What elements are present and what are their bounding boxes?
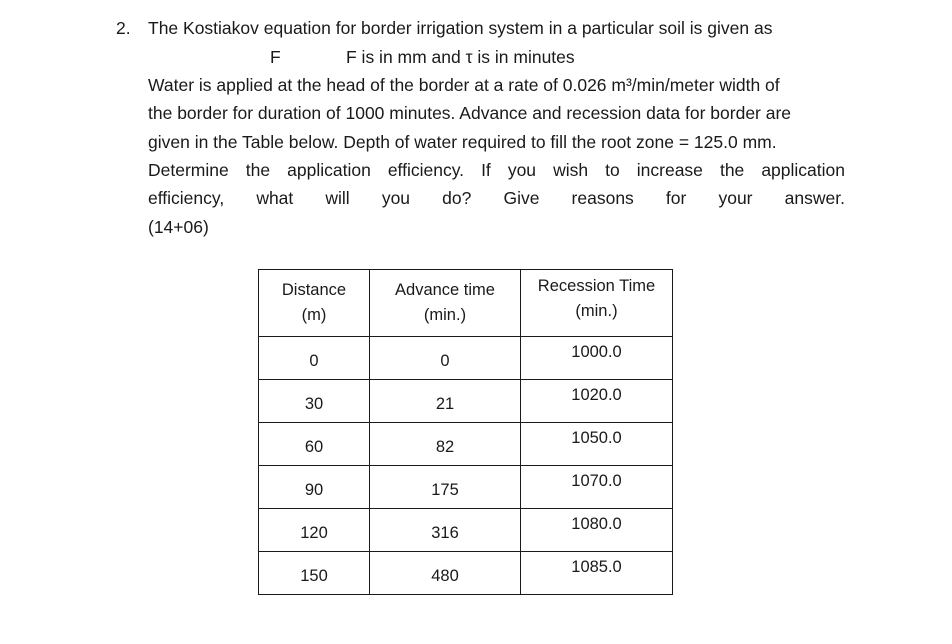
table-row — [259, 552, 673, 595]
question-line-6 — [148, 159, 845, 181]
advance-recession-table — [258, 269, 673, 595]
line6-word: application — [287, 160, 371, 180]
line7-word: you — [381, 188, 411, 208]
question-line-1: The Kostiakov equation for border irrigation system in a particular soil is given as — [148, 18, 773, 38]
table-row — [259, 466, 673, 509]
cell-distance: 120 — [259, 509, 370, 552]
cell-recession: 1070.0 — [521, 466, 673, 509]
cell-recession: 1020.0 — [521, 380, 673, 423]
header-distance-line1: Distance — [281, 281, 347, 299]
header-distance-line2: (m) — [301, 306, 327, 324]
line6-word: increase — [636, 160, 703, 180]
question-marks: (14+06) — [148, 217, 209, 237]
question-line-4: the border for duration of 1000 minutes. Advance and recession data for border are — [148, 103, 792, 123]
line7-word: efficiency, — [148, 188, 225, 208]
line7-word: Give — [503, 188, 540, 208]
cell-distance: 30 — [259, 380, 370, 423]
line6-word: efficiency. — [387, 160, 465, 180]
line6-word: Determine — [148, 160, 229, 180]
header-advance — [370, 270, 521, 337]
cell-recession: 1085.0 — [521, 552, 673, 595]
line7-word: reasons — [571, 188, 634, 208]
line7-word: answer. — [784, 188, 845, 208]
cell-advance: 480 — [370, 552, 521, 595]
equation-symbol: F — [270, 47, 281, 67]
table-row — [259, 423, 673, 466]
table-row — [259, 337, 673, 380]
line6-word: wish — [553, 160, 589, 180]
line6-word: the — [719, 160, 745, 180]
cell-distance: 60 — [259, 423, 370, 466]
header-recession — [521, 270, 673, 337]
header-recession-line1: Recession Time — [537, 277, 656, 295]
line7-word: for — [665, 188, 687, 208]
table-row — [259, 380, 673, 423]
cell-recession: 1050.0 — [521, 423, 673, 466]
question-line-3: Water is applied at the head of the border at a rate of 0.026 m³/min/meter width of — [148, 75, 780, 95]
table-row — [259, 509, 673, 552]
cell-advance: 316 — [370, 509, 521, 552]
cell-advance: 21 — [370, 380, 521, 423]
cell-recession: 1000.0 — [521, 337, 673, 380]
line7-word: do? — [442, 188, 472, 208]
cell-advance: 175 — [370, 466, 521, 509]
line6-word: to — [605, 160, 620, 180]
header-recession-line2: (min.) — [575, 302, 618, 320]
cell-advance: 82 — [370, 423, 521, 466]
header-advance-line2: (min.) — [423, 306, 467, 324]
equation-note: F is in mm and τ is in minutes — [346, 47, 575, 67]
question-number: 2. — [116, 18, 131, 38]
line6-word: If — [481, 160, 491, 180]
line6-word: the — [245, 160, 271, 180]
cell-advance: 0 — [370, 337, 521, 380]
line6-word: you — [507, 160, 537, 180]
cell-recession: 1080.0 — [521, 509, 673, 552]
question-line-7 — [148, 187, 845, 209]
cell-distance: 150 — [259, 552, 370, 595]
cell-distance: 90 — [259, 466, 370, 509]
line7-word: what — [256, 188, 294, 208]
question-line-5: given in the Table below. Depth of water required to fill the root zone = 125.0 mm. — [148, 132, 777, 152]
line7-word: your — [718, 188, 753, 208]
line7-word: will — [325, 188, 350, 208]
line6-word: application — [761, 160, 845, 180]
header-advance-line1: Advance time — [395, 281, 495, 299]
header-distance — [259, 270, 370, 337]
cell-distance: 0 — [259, 337, 370, 380]
